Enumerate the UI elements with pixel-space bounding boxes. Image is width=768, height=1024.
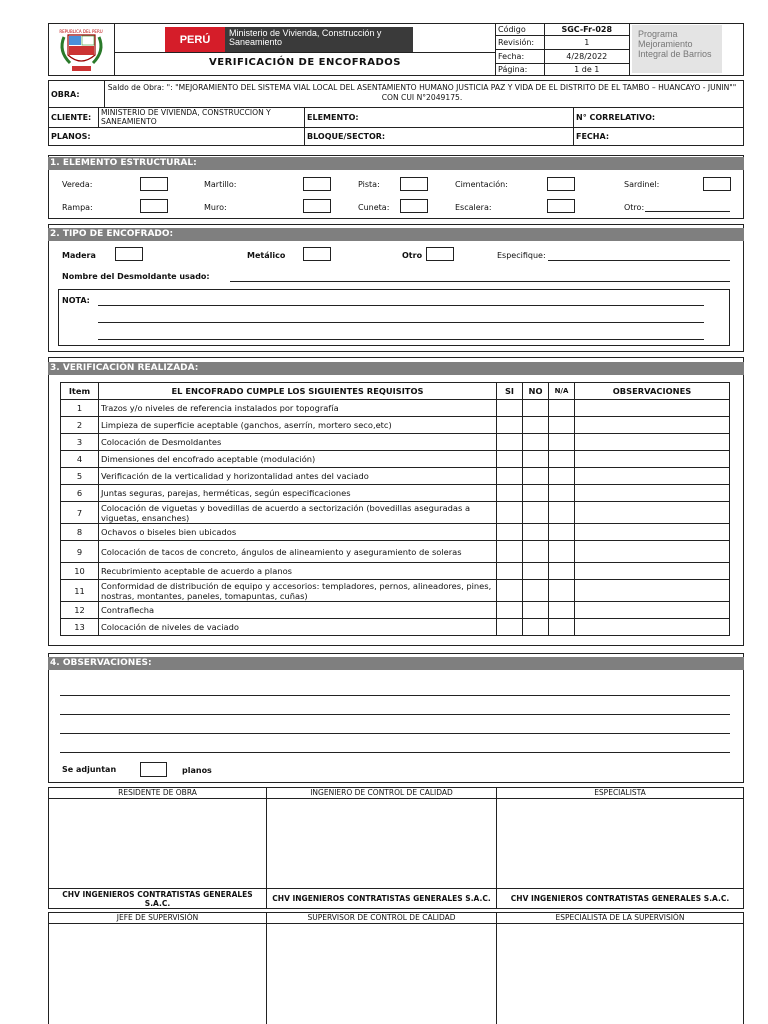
rampa-checkbox[interactable] <box>140 199 168 213</box>
elemento-label: ELEMENTO: <box>307 113 359 122</box>
observation-cell[interactable] <box>575 400 730 417</box>
na-cell[interactable] <box>549 602 575 619</box>
requirements-body <box>61 400 730 636</box>
requirement-number: 4 <box>61 451 99 468</box>
info-row-divider-2 <box>48 127 744 128</box>
cimentacion-checkbox[interactable] <box>547 177 575 191</box>
requirement-text: Limpieza de superficie aceptable (ganchos, aserrín, mortero seco,etc) <box>99 417 497 434</box>
si-cell[interactable] <box>497 434 523 451</box>
martillo-label: Martillo: <box>204 180 237 189</box>
otro-tipo-checkbox[interactable] <box>426 247 454 261</box>
na-cell[interactable] <box>549 451 575 468</box>
signature-company-row <box>49 889 744 909</box>
requirement-number: 11 <box>61 580 99 602</box>
si-header: SI <box>497 383 523 400</box>
observation-cell[interactable] <box>575 524 730 541</box>
requirement-number: 2 <box>61 417 99 434</box>
signature-title: RESIDENTE DE OBRA <box>49 788 267 799</box>
signature-space-row <box>49 799 744 889</box>
na-cell[interactable] <box>549 580 575 602</box>
na-cell[interactable] <box>549 468 575 485</box>
no-cell[interactable] <box>523 400 549 417</box>
meta-value: 4/28/2022 <box>544 49 629 63</box>
si-cell[interactable] <box>497 580 523 602</box>
no-cell[interactable] <box>523 602 549 619</box>
meta-label: Código <box>496 23 544 36</box>
observation-cell[interactable] <box>575 417 730 434</box>
signature-company: CHV INGENIEROS CONTRATISTAS GENERALES S.A.C. <box>497 889 744 909</box>
observation-line[interactable] <box>60 714 730 715</box>
item-header: Item <box>61 383 99 400</box>
pista-checkbox[interactable] <box>400 177 428 191</box>
signature-space[interactable] <box>49 799 267 889</box>
especifique-label: Especifique: <box>497 251 546 260</box>
no-cell[interactable] <box>523 468 549 485</box>
signature-title: SUPERVISOR DE CONTROL DE CALIDAD <box>267 913 497 924</box>
si-cell[interactable] <box>497 468 523 485</box>
obra-label: OBRA: <box>51 90 80 99</box>
program-logo <box>632 25 722 73</box>
requirement-number: 13 <box>61 619 99 636</box>
muro-checkbox[interactable] <box>303 199 331 213</box>
vereda-label: Vereda: <box>62 180 93 189</box>
info-col-divider-a <box>98 107 99 127</box>
si-cell[interactable] <box>497 563 523 580</box>
na-cell[interactable] <box>549 485 575 502</box>
meta-row <box>496 36 629 50</box>
signature-company: CHV INGENIEROS CONTRATISTAS GENERALES S.A.C. <box>49 889 267 909</box>
observaciones-header: OBSERVACIONES <box>575 383 730 400</box>
signature-title-row <box>49 788 744 799</box>
logo-text: REPUBLICA DEL PERU <box>59 29 103 34</box>
meta-row <box>496 23 629 36</box>
requirements-table <box>60 382 730 636</box>
requirement-row <box>61 417 730 434</box>
no-cell[interactable] <box>523 563 549 580</box>
no-cell[interactable] <box>523 541 549 563</box>
cliente-value: MINISTERIO DE VIVIENDA, CONSTRUCCION Y SANEAMIENTO <box>101 108 271 126</box>
obra-value: Saldo de Obra: ": "MEJORAMIENTO DEL SISTEMA VIAL LOCAL DEL ASENTAMIENTO HUMANO JUSTICIA PAZ Y VIDA DE EL DISTRITO DE EL TAMBO – HUANCAYO - JUNIN"" CON CUI N°2049175. <box>107 83 737 102</box>
no-cell[interactable] <box>523 524 549 541</box>
na-header: N/A <box>549 383 575 400</box>
section1-title: 1. ELEMENTO ESTRUCTURAL: <box>48 157 744 170</box>
signature-title-row <box>49 913 744 924</box>
signature-space[interactable] <box>497 924 744 1024</box>
requirement-text: Ochavos o biseles bien ubicados <box>99 524 497 541</box>
otro-label: Otro: <box>624 203 645 212</box>
requirement-text: Juntas seguras, parejas, herméticas, según especificaciones <box>99 485 497 502</box>
no-cell[interactable] <box>523 417 549 434</box>
requirement-row <box>61 502 730 524</box>
peru-label: PERÚ <box>165 27 225 52</box>
martillo-checkbox[interactable] <box>303 177 331 191</box>
si-cell[interactable] <box>497 524 523 541</box>
meta-row <box>496 63 629 76</box>
observation-line[interactable] <box>60 733 730 734</box>
cuneta-label: Cuneta: <box>358 203 390 212</box>
requirement-text: Colocación de niveles de vaciado <box>99 619 497 636</box>
requirement-number: 7 <box>61 502 99 524</box>
na-cell[interactable] <box>549 417 575 434</box>
obra-divider <box>104 80 105 107</box>
requirement-text: Colocación de tacos de concreto, ángulos de alineamiento y aseguramiento de soleras <box>99 541 497 563</box>
requirement-number: 8 <box>61 524 99 541</box>
na-cell[interactable] <box>549 502 575 524</box>
madera-checkbox[interactable] <box>115 247 143 261</box>
na-cell[interactable] <box>549 434 575 451</box>
document-title: VERIFICACIÓN DE ENCOFRADOS <box>209 57 401 68</box>
observation-cell[interactable] <box>575 619 730 636</box>
requirement-row <box>61 400 730 417</box>
no-header: NO <box>523 383 549 400</box>
requirement-text: Dimensiones del encofrado aceptable (modulación) <box>99 451 497 468</box>
signature-space[interactable] <box>497 799 744 889</box>
meta-row <box>496 49 629 63</box>
requirement-text: Conformidad de distribución de equipo y accesorios: templadores, pernos, alineadores, pines, nostras, montantes, paneles, tomapuntas, cuñas) <box>99 580 497 602</box>
section4-title: 4. OBSERVACIONES: <box>48 657 744 670</box>
requirement-text: Contraflecha <box>99 602 497 619</box>
na-cell[interactable] <box>549 619 575 636</box>
requirement-row <box>61 563 730 580</box>
signature-space[interactable] <box>49 924 267 1024</box>
bloque-label: BLOQUE/SECTOR: <box>307 132 386 141</box>
meta-label: Página: <box>496 63 544 76</box>
nota-label: NOTA: <box>62 296 90 305</box>
nota-box <box>58 289 730 346</box>
observation-cell[interactable] <box>575 502 730 524</box>
requirement-row <box>61 468 730 485</box>
na-cell[interactable] <box>549 400 575 417</box>
peru-coat-of-arms-icon <box>48 23 115 76</box>
meta-value: SGC-Fr-028 <box>544 23 629 36</box>
signature-space-row <box>49 924 744 1024</box>
otro-input-line[interactable] <box>645 211 730 212</box>
section2-title: 2. TIPO DE ENCOFRADO: <box>48 228 744 241</box>
planos-label: PLANOS: <box>51 132 91 141</box>
escalera-checkbox[interactable] <box>547 199 575 213</box>
na-cell[interactable] <box>549 524 575 541</box>
logo-area <box>48 23 115 76</box>
signature-company: CHV INGENIEROS CONTRATISTAS GENERALES S.A.C. <box>267 889 497 909</box>
observation-cell[interactable] <box>575 580 730 602</box>
si-cell[interactable] <box>497 619 523 636</box>
sardinel-checkbox[interactable] <box>703 177 731 191</box>
requirement-text: Colocación de viguetas y bovedillas de acuerdo a sectorización (bovedillas aseguradas a viguetas, ensanches) <box>99 502 497 524</box>
requirement-row <box>61 524 730 541</box>
si-cell[interactable] <box>497 400 523 417</box>
muro-label: Muro: <box>204 203 227 212</box>
requirement-row <box>61 541 730 563</box>
signatures-table-1 <box>48 787 744 909</box>
signatures-table-2 <box>48 912 744 1024</box>
observation-cell[interactable] <box>575 468 730 485</box>
si-cell[interactable] <box>497 541 523 563</box>
si-cell[interactable] <box>497 502 523 524</box>
signature-title: JEFE DE SUPERVISIÓN <box>49 913 267 924</box>
otro-tipo-label: Otro <box>402 251 423 260</box>
requirement-row <box>61 580 730 602</box>
no-cell[interactable] <box>523 580 549 602</box>
madera-label: Madera <box>62 251 96 260</box>
meta-label: Fecha: <box>496 49 544 63</box>
signature-title: ESPECIALISTA <box>497 788 744 799</box>
nota-line[interactable] <box>98 339 704 340</box>
section3-title: 3. VERIFICACIÓN REALIZADA: <box>48 362 744 375</box>
especifique-input-line[interactable] <box>548 260 730 261</box>
requirement-row <box>61 619 730 636</box>
si-cell[interactable] <box>497 485 523 502</box>
cimentacion-label: Cimentación: <box>455 180 508 189</box>
observation-line[interactable] <box>60 695 730 696</box>
requirement-text: Trazos y/o niveles de referencia instalados por topografía <box>99 400 497 417</box>
header-title-divider <box>115 52 495 53</box>
requirement-number: 9 <box>61 541 99 563</box>
no-cell[interactable] <box>523 619 549 636</box>
si-cell[interactable] <box>497 417 523 434</box>
meta-label: Revisión: <box>496 36 544 50</box>
requirement-number: 1 <box>61 400 99 417</box>
requirement-number: 3 <box>61 434 99 451</box>
observation-cell[interactable] <box>575 563 730 580</box>
ministry-banner <box>165 27 413 52</box>
sardinel-label: Sardinel: <box>624 180 660 189</box>
desmoldante-input-line[interactable] <box>230 281 730 282</box>
requirements-header-row <box>61 383 730 400</box>
ministry-label: Ministerio de Vivienda, Construcción y Saneamiento <box>225 27 413 52</box>
planos-adjuntos-label: planos <box>182 766 212 775</box>
metalico-label: Metálico <box>247 251 286 260</box>
requirement-number: 12 <box>61 602 99 619</box>
requirement-text: Colocación de Desmoldantes <box>99 434 497 451</box>
nota-line[interactable] <box>98 322 704 323</box>
observation-cell[interactable] <box>575 485 730 502</box>
no-cell[interactable] <box>523 502 549 524</box>
correlativo-label: N° CORRELATIVO: <box>576 113 656 122</box>
requirement-text: Recubrimiento aceptable de acuerdo a planos <box>99 563 497 580</box>
pista-label: Pista: <box>358 180 380 189</box>
signature-space[interactable] <box>267 799 497 889</box>
requirement-text: Verificación de la verticalidad y horizontalidad antes del vaciado <box>99 468 497 485</box>
requirement-row <box>61 434 730 451</box>
si-cell[interactable] <box>497 451 523 468</box>
fecha-label: FECHA: <box>576 132 610 141</box>
metalico-checkbox[interactable] <box>303 247 331 261</box>
signature-title: ESPECIALISTA DE LA SUPERVISIÓN <box>497 913 744 924</box>
meta-table <box>495 23 630 76</box>
signature-title: INGENIERO DE CONTROL DE CALIDAD <box>267 788 497 799</box>
na-cell[interactable] <box>549 541 575 563</box>
signature-space[interactable] <box>267 924 497 1024</box>
cliente-label: CLIENTE: <box>51 113 92 122</box>
adjuntan-label: Se adjuntan <box>62 765 117 774</box>
requirement-number: 5 <box>61 468 99 485</box>
no-cell[interactable] <box>523 485 549 502</box>
requirement-header: EL ENCOFRADO CUMPLE LOS SIGUIENTES REQUISITOS <box>99 383 497 400</box>
program-label: Programa Mejoramiento Integral de Barrios <box>638 29 712 59</box>
desmoldante-label: Nombre del Desmoldante usado: <box>62 272 210 281</box>
requirement-row <box>61 485 730 502</box>
observation-cell[interactable] <box>575 602 730 619</box>
cuneta-checkbox[interactable] <box>400 199 428 213</box>
requirement-number: 10 <box>61 563 99 580</box>
info-col-divider-b <box>304 107 305 146</box>
requirement-row <box>61 602 730 619</box>
nota-line[interactable] <box>98 305 704 306</box>
observation-line[interactable] <box>60 752 730 753</box>
meta-value: 1 de 1 <box>574 65 600 75</box>
escalera-label: Escalera: <box>455 203 492 212</box>
no-cell[interactable] <box>523 451 549 468</box>
observation-cell[interactable] <box>575 541 730 563</box>
planos-count-box[interactable] <box>140 762 167 777</box>
no-cell[interactable] <box>523 434 549 451</box>
na-cell[interactable] <box>549 563 575 580</box>
observation-cell[interactable] <box>575 451 730 468</box>
vereda-checkbox[interactable] <box>140 177 168 191</box>
rampa-label: Rampa: <box>62 203 93 212</box>
observation-cell[interactable] <box>575 434 730 451</box>
meta-value: 1 <box>544 36 629 50</box>
requirement-row <box>61 451 730 468</box>
requirement-number: 6 <box>61 485 99 502</box>
info-col-divider-c <box>573 107 574 146</box>
si-cell[interactable] <box>497 602 523 619</box>
